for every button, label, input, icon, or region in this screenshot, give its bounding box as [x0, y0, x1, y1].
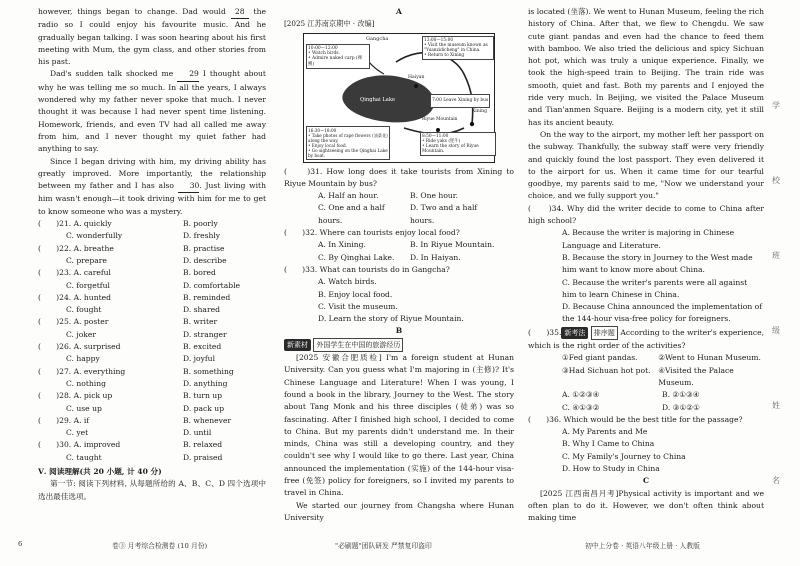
page-number: 6 [18, 540, 23, 548]
sorting-tag: 排序题 [591, 326, 618, 340]
question-32: ( )32. Where can tourists enjoy local food? A. In Xining. B. In Riyue Mountain. C. By Qinghai Lake. D. In Haiyan. [284, 227, 514, 264]
option[interactable]: C. forgetful [66, 280, 110, 290]
blank-28: 28 [231, 6, 249, 19]
option[interactable]: B. relaxed [183, 440, 223, 450]
section-instruction: 第一节: 阅读下列材料, 从每题所给的 A、B、C、D 四个选项中选出最佳选项。 [38, 479, 266, 501]
item: ②Went to Hunan Museum. [658, 353, 761, 363]
option[interactable]: C. taught [66, 452, 102, 462]
option[interactable]: B. practise [183, 243, 225, 253]
blank-29: 29 [177, 68, 199, 81]
new-material-title: 外国学生在中国的旅游经历 [313, 338, 403, 352]
option[interactable]: B. something [183, 366, 234, 376]
option[interactable]: C. By Qinghai Lake. [318, 252, 395, 262]
new-material-badge: 新素材 [284, 339, 311, 351]
lake-notes: 16:30—18:00 • Take photos of rape flowers (油菜花) along the way. • Enjoy local food. • Go sightseeing on the Qinghai Lake by boat. [306, 126, 390, 160]
option[interactable]: B. reminded [183, 292, 231, 302]
option[interactable]: B. Why I Came to China [562, 439, 655, 449]
option[interactable]: D. joyful [183, 354, 215, 364]
passage-paragraph: [2025 江西南昌月考]Physical activity is important and we often plan to do it. However, we don't often think about making time [528, 488, 764, 523]
option[interactable]: A. My Parents and Me [562, 427, 648, 437]
option[interactable]: B. writer [183, 317, 218, 327]
leave-note: 7:00 Leave Xining by bus [430, 94, 490, 108]
footer-left: 卷③ 月考综合检测卷 (10 月份) [112, 542, 208, 550]
option[interactable]: A. In Xining. [318, 240, 366, 250]
option[interactable]: C. ④①③② [562, 402, 600, 412]
option[interactable]: B. whenever [183, 415, 232, 425]
option[interactable]: D. praised [183, 452, 223, 462]
question-34: ( )34. Why did the writer decide to come to China after high school? A. Because the writer is majoring in Chinese Language and Literature. B. Because the story in Journey to the West made him want to know more about China. C. Because the writer's parents were all against him to learn Chinese in China. D. Because China announced the implementation of the 144-hour visa-free policy for foreigners. [528, 203, 764, 326]
passage-paragraph: Since I began driving with him, my driving ability has greatly improved. More importantly, the relationship between my father and I has also 30. Just living with him wasn't enough—it took driving with him for me to get to know someone who was a mystery. [38, 156, 266, 216]
option[interactable]: D. stranger [183, 329, 227, 339]
option[interactable]: D. In Haiyan. [410, 252, 461, 262]
passage-paragraph: On the way to the airport, my mother left her passport on the subway. Thankfully, the subway staff were very friendly and quickly found the lost passport. They even delivered it to the airport for us. When it came time for our tearful goodbye, my parents said to me, "Now we understand your choice, and we fully support you." [528, 129, 764, 201]
option[interactable]: D. How to Study in China [562, 463, 660, 473]
edge-label: 名 [772, 476, 780, 485]
option[interactable]: A. Because the writer is majoring in Chinese Language and Literature. [562, 228, 735, 250]
label-gangcha: Gangcha [366, 35, 389, 42]
option[interactable]: D. Because China announced the implementation of the 144-hour visa-free policy for foreigners. [562, 302, 763, 324]
passage-paragraph: We started our journey from Changsha where Hunan University [284, 500, 514, 522]
label-haiyan: Haiyan [408, 74, 425, 80]
column-middle [284, 6, 514, 524]
item: ③Had Sichuan hot pot. [562, 365, 651, 375]
question-22[interactable]: ( )22. A. breathe [38, 243, 114, 253]
option[interactable]: A. Half an hour. [318, 191, 379, 201]
option[interactable]: D. anything [183, 378, 228, 388]
riyue-notes: 8:50—11:00 • Ride yaks (牦牛) • Learn the story of Riyue Mountain. [420, 132, 496, 157]
passage-paragraph: however, things began to change. Dad would 28 the radio so I could enjoy his favourite music. And he gradually began talking. I was soon hearing about his first meeting with Mum, the gym class, and other stories from his past. [38, 7, 266, 67]
travel-map [303, 33, 495, 163]
footer-right: 初中上分卷 · 英语八年级上册 · 人教版 [585, 542, 700, 550]
option[interactable]: A. ①②③④ [562, 390, 600, 400]
question-21[interactable]: ( )21. A. quickly [38, 219, 112, 229]
question-29[interactable]: ( )29. A. if [38, 415, 90, 425]
option[interactable]: B. In Riyue Mountain. [410, 240, 495, 250]
option[interactable]: B. poorly [183, 219, 218, 229]
option[interactable]: A. Watch birds. [318, 277, 377, 287]
label-riyue: Riyue Mountain [422, 116, 458, 122]
option[interactable]: D. Two and a half hours. [410, 203, 478, 225]
option[interactable]: D. Learn the story of Riyue Mountain. [318, 314, 464, 324]
edge-label: 班 [772, 251, 780, 260]
option[interactable]: C. My Family's Journey to China [562, 451, 686, 461]
option[interactable]: B. One hour. [410, 191, 458, 201]
passage-paragraph: is located (坐落). We went to Hunan Museum, feeling the rich history of China. After that, we flew to Chengdu. We saw cute giant pandas and even had the chance to feed them with bamboo. We also tried the delicious and spicy Sichuan hot pot, which was truly a unique experience. Finally, we took the high-speed train to Beijing. The train ride was smooth, quiet and fast. Both my parents and I enjoyed the ride very much. In Beijing, we visited the Palace Museum and Tian'anmen Square. Beijing is a modern city, yet it still has its ancient beauty. [528, 7, 764, 127]
option[interactable]: B. excited [183, 342, 222, 352]
section-heading: Ⅴ. 阅读理解(共 20 小题, 计 40 分) [38, 466, 162, 476]
column-left [38, 6, 266, 503]
option[interactable]: D. comfortable [183, 280, 241, 290]
source-tag: [2025 安徽合肥质检] [296, 353, 382, 363]
option[interactable]: D. pack up [183, 403, 225, 413]
question-24[interactable]: ( )24. A. hunted [38, 292, 111, 302]
passage-heading-b: B [395, 326, 403, 336]
question-25[interactable]: ( )25. A. poster [38, 317, 109, 327]
option[interactable]: C. fought [66, 305, 102, 315]
option[interactable]: C. happy [66, 354, 100, 364]
new-method-badge: 新考法 [561, 327, 588, 339]
item: ④Visited the Palace Museum. [658, 365, 734, 387]
question-31: ( )31. How long does it take tourists from Xining to Riyue Mountain by bus? A. Half an hour. B. One hour. C. One and a half hours. D. Two and a half hours. [284, 166, 514, 227]
edge-label: 姓 [772, 401, 780, 410]
question-26[interactable]: ( )26. A. surprised [38, 342, 121, 352]
source-tag: [2025 江西南昌月考] [540, 488, 619, 498]
option[interactable]: C. One and a half hours. [318, 203, 385, 225]
question-28[interactable]: ( )28. A. pick up [38, 391, 113, 401]
option[interactable]: C. joker [66, 329, 97, 339]
label-xining: Xining [472, 108, 488, 114]
option[interactable]: C. wonderfully [66, 231, 123, 241]
question-list [38, 218, 266, 464]
passage-heading-a: A [396, 7, 402, 16]
option[interactable]: D. describe [183, 255, 227, 265]
option[interactable]: D. shared [183, 305, 220, 315]
option[interactable]: C. Because the writer's parents were all against him to learn Chinese in China. [562, 277, 748, 299]
xining-marker [470, 121, 474, 125]
option[interactable]: C. use up [66, 403, 102, 413]
item: ①Fed giant pandas. [562, 353, 638, 363]
question-23[interactable]: ( )23. A. careful [38, 268, 111, 278]
blank-30: 30 [178, 180, 200, 193]
passage-paragraph: Dad's sudden talk shocked me 29 I thought about why he was telling me so much. In all the years, I always wondered why my father never spoke that much. I never thought it was because I had never spent time listening. Homework, friends, and even TV had all called me away from him, and I never thought my quiet father had anything to say. [38, 69, 266, 154]
option[interactable]: C. Visit the museum. [318, 301, 398, 311]
passage-paragraph: [2025 安徽合肥质检] I'm a foreign student at Hunan University. Can you guess what I'm majoring in (主修)? It's Chinese Language and Literature! When I was young, I found a book in the library, Journey to the West. The story about Tang Monk and his three disciples (徒弟) was so fascinating. After I finished high school, I decided to come to China. But my parents didn't understand me. In their minds, China was still a developing country, and they couldn't see why I would like to go there. Last year, China announced the implementation (实施) of the 144-hour visa-free (免签) policy for foreigners, so I invited my parents to travel in China. [284, 353, 514, 498]
question-27[interactable]: ( )27. A. everything [38, 366, 126, 376]
option[interactable]: D. freshly [183, 231, 221, 241]
source-tag: [2025 江苏南京期中 · 改编] [284, 19, 375, 29]
gangcha-notes: 10:00—12:00 • Watch birds. • Admire naked carp (裸鲤) [306, 44, 370, 70]
question-36: ( )36. Which would be the best title for the passage? A. My Parents and Me B. Why I Came to China C. My Family's Journey to China D. How to Study in China [528, 414, 764, 475]
option[interactable]: B. ②①③④ [662, 390, 700, 400]
option[interactable]: B. bored [183, 268, 216, 278]
footer-middle: "必刷题"团队研发 严禁复印盗印 [335, 542, 432, 550]
option[interactable]: D. until [183, 428, 212, 438]
question-35: ( )35. 新考法 排序题 According to the writer's experience, which is the right order of the activities? ①Fed giant pandas. ②Went to Hunan Museum. ③Had Sichuan hot pot. ④Visited the Palace Museum. A. ①②③④ B. ②①③④ C. ④①③② D. ③①②① [528, 326, 764, 414]
option[interactable]: B. Enjoy local food. [318, 289, 393, 299]
haiyan-notes: 13:00—15:00 • Visit the museum known as "Yuanzidicheng" in China. • Return to Xining [422, 36, 494, 61]
column-right [528, 6, 764, 524]
option[interactable]: D. ③①②① [662, 402, 700, 412]
question-30[interactable]: ( )30. A. improved [38, 440, 121, 450]
option[interactable]: B. turn up [183, 391, 223, 401]
question-33: ( )33. What can tourists do in Gangcha? A. Watch birds. B. Enjoy local food. C. Visit the museum. D. Learn the story of Riyue Mountain. [284, 264, 514, 325]
option[interactable]: B. Because the story in Journey to the West made him want to know more about China. [562, 252, 753, 275]
haiyan-marker [414, 84, 418, 88]
option[interactable]: C. yet [66, 428, 89, 438]
edge-label: 级 [772, 326, 780, 335]
new-material-banner [284, 338, 514, 352]
edge-label: 校 [772, 176, 780, 185]
passage-heading-c: C [642, 476, 650, 486]
edge-label: 学 [772, 101, 780, 110]
option[interactable]: C. nothing [66, 378, 106, 388]
option[interactable]: C. prepare [66, 255, 107, 265]
label-qinghai-lake: Qinghai Lake [360, 96, 396, 103]
